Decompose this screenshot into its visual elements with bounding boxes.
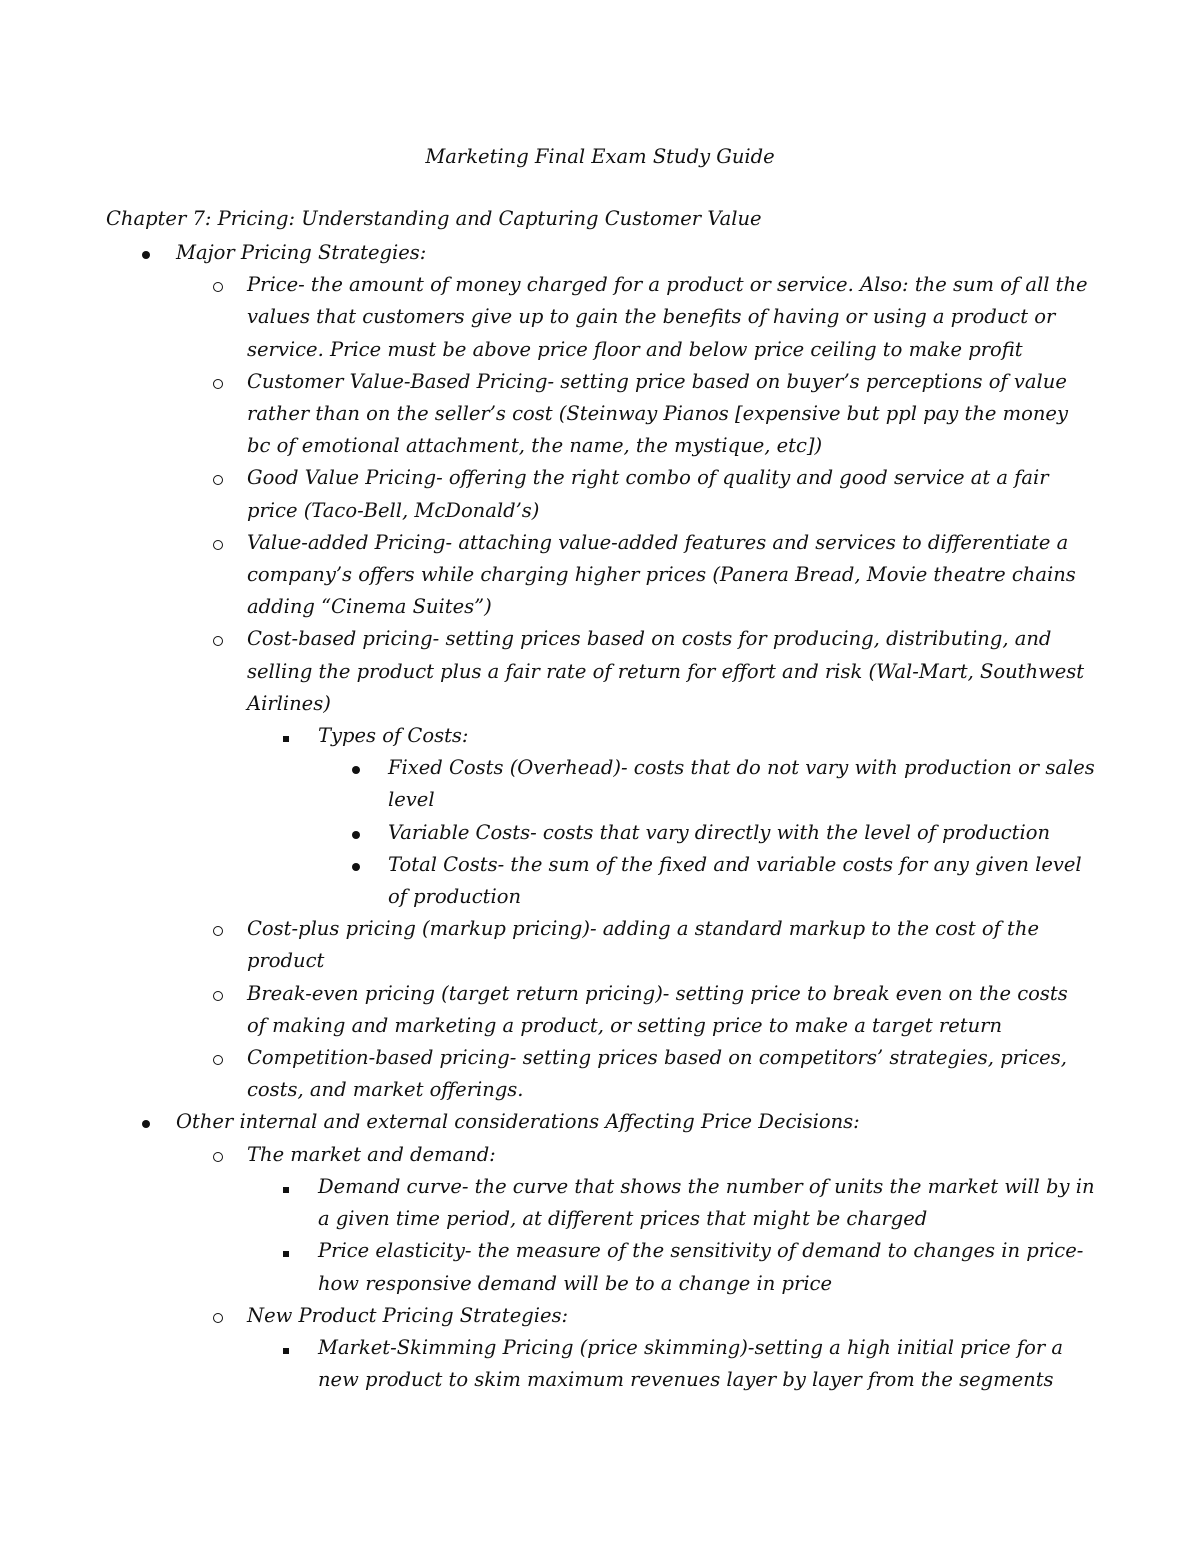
list-item-text: Customer Value-Based Pricing- setting price based on buyer’s perceptions of value rather than on the seller’s cost (Steinway Pianos [expensive but ppl pay the money bc of emotional attachment, the name, the mystique, etc]) (247, 369, 1068, 458)
disc-bullet-icon (352, 817, 360, 849)
ring-bullet-icon (213, 366, 223, 399)
ring-bullet-icon (213, 462, 223, 495)
list-item (0, 752, 1096, 816)
list-item (0, 527, 1092, 624)
ring-bullet-icon (213, 1300, 223, 1333)
ring-bullet-icon (213, 1139, 223, 1172)
list-item (0, 978, 1092, 1042)
list-item-text: Other internal and external considerations Affecting Price Decisions: (176, 1110, 860, 1134)
list-item-text: Major Pricing Strategies: (176, 241, 427, 264)
document-title: Marketing Final Exam Study Guide (425, 145, 775, 168)
disc-bullet-icon (352, 849, 360, 881)
list-item-text: New Product Pricing Strategies: (247, 1303, 569, 1327)
list-item (0, 1042, 1092, 1106)
list-item (0, 237, 1076, 269)
ring-bullet-icon (213, 1042, 223, 1075)
ring-bullet-icon (213, 978, 223, 1011)
list-item-text: Competition-based pricing- setting prices based on competitors’ strategies, prices, costs, and market offerings. (247, 1046, 1067, 1102)
list-item (0, 462, 1092, 526)
list-item (0, 366, 1092, 463)
list-item (0, 623, 1092, 720)
list-item-text: Cost-based pricing- setting prices based on costs for producing, distributing, and selling the product plus a fair rate of return for effort and risk (Wal-Mart, Southwest Airlines) (247, 627, 1085, 715)
list-item-text: Fixed Costs (Overhead)- costs that do not vary with production or sales level (388, 756, 1095, 812)
list-item-text: The market and demand: (247, 1142, 496, 1166)
ring-bullet-icon (213, 527, 223, 560)
list-item (0, 269, 1092, 366)
ring-bullet-icon (213, 623, 223, 656)
ring-bullet-icon (213, 913, 223, 946)
list-item-text: Break-even pricing (target return pricing)- setting price to break even on the costs of making and marketing a product, or setting price to make a target return (247, 981, 1068, 1037)
list-item (0, 817, 1096, 849)
list-item-text: Good Value Pricing- offering the right combo of quality and good service at a fair price (Taco-Bell, McDonald’s) (247, 466, 1049, 522)
list-item-text: Variable Costs- costs that vary directly with the level of production (388, 820, 1051, 844)
list-item (0, 1235, 1096, 1299)
list-item-text: Value-added Pricing- attaching value-added features and services to differentiate a company’s offers while charging higher prices (Panera Bread, Movie theatre chains adding “Cinema Suites”) (247, 530, 1076, 619)
ring-bullet-icon (213, 269, 223, 302)
disc-bullet-icon (142, 1106, 150, 1138)
list-item-text: Market-Skimming Pricing (price skimming)-setting a high initial price for a new product to skim maximum revenues layer by layer from the segments (318, 1335, 1063, 1392)
list-item (0, 913, 1092, 977)
list-item (0, 849, 1096, 913)
square-bullet-icon (283, 1235, 289, 1267)
square-bullet-icon (283, 1171, 289, 1203)
list-item (0, 1106, 1076, 1138)
list-item (0, 1332, 1096, 1396)
list-item (0, 1171, 1096, 1235)
square-bullet-icon (283, 720, 289, 752)
list-item-text: Cost-plus pricing (markup pricing)- adding a standard markup to the cost of the product (247, 917, 1039, 973)
disc-bullet-icon (352, 752, 360, 784)
list-item-text: Total Costs- the sum of the fixed and variable costs for any given level of production (388, 852, 1082, 909)
square-bullet-icon (283, 1332, 289, 1364)
list-item-text: Price elasticity- the measure of the sensitivity of demand to changes in price- how responsive demand will be to a change in price (318, 1239, 1084, 1295)
list-item (0, 720, 1096, 752)
bullet-list (0, 237, 1200, 1396)
list-item-text: Types of Costs: (318, 724, 469, 748)
list-item (0, 1139, 1092, 1171)
list-item-text: Price- the amount of money charged for a product or service. Also: the sum of all the values that customers give up to gain the benefits of having or using a product or service. Price must be above price floor and below price ceiling to make profit (247, 273, 1088, 361)
list-item-text: Demand curve- the curve that shows the number of units the market will by in a given time period, at different prices that might be charged (318, 1174, 1095, 1231)
disc-bullet-icon (142, 237, 150, 269)
list-item (0, 1300, 1092, 1332)
chapter-heading: Chapter 7: Pricing: Understanding and Capturing Customer Value (106, 207, 762, 230)
